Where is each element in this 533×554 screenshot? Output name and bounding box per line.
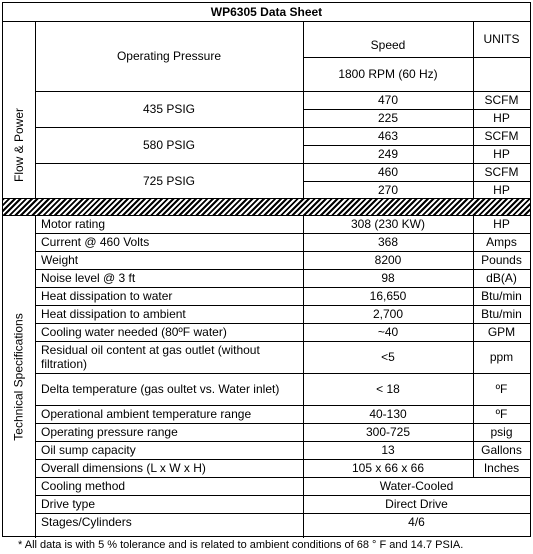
spec-value-cell: 300-725 xyxy=(365,425,411,439)
spec-unit-cell: Amps xyxy=(486,235,517,249)
spec-unit-cell: Btu/min xyxy=(481,289,522,303)
spec-unit-cell: GPM xyxy=(487,325,516,339)
sheet-title: WP6305 Data Sheet xyxy=(210,5,323,19)
spec-unit-cell: ºF xyxy=(495,382,508,396)
footnote: * All data is with 5 % tolerance and is related to ambient conditions of 68 ° F and 14.7 PSIA. xyxy=(18,539,464,551)
row-divider xyxy=(35,91,530,92)
spec-value-cell: 308 (230 KW) xyxy=(350,217,426,231)
spec-label-cell: Stages/Cylinders xyxy=(41,515,132,529)
hatched-separator xyxy=(3,198,530,215)
pressure-cell: 580 PSIG xyxy=(142,138,196,152)
row-divider xyxy=(35,373,530,374)
row-divider xyxy=(35,513,530,514)
spec-value-cell: 4/6 xyxy=(408,515,425,529)
column-divider xyxy=(473,305,474,323)
power-unit-cell: HP xyxy=(493,183,510,197)
row-divider xyxy=(3,21,530,22)
spec-label-cell: Cooling method xyxy=(41,479,126,493)
technical-specifications-section-label: Technical Specifications xyxy=(12,312,26,441)
column-divider xyxy=(473,323,474,341)
row-divider xyxy=(35,127,530,128)
row-divider xyxy=(35,405,530,406)
column-divider xyxy=(35,21,36,198)
power-value-cell: 225 xyxy=(377,111,399,125)
spec-label-cell: Residual oil content at gas outlet (without filtration) xyxy=(41,343,260,371)
spec-value-cell: 16,650 xyxy=(369,289,407,303)
spec-label-cell: Heat dissipation to ambient xyxy=(41,307,186,321)
spec-label-cell: Overall dimensions (L x W x H) xyxy=(41,461,206,475)
column-divider xyxy=(303,215,304,538)
column-divider xyxy=(303,21,304,198)
row-divider xyxy=(3,198,530,199)
column-divider xyxy=(473,423,474,441)
row-divider xyxy=(35,163,530,164)
spec-label-cell: Cooling water needed (80ºF water) xyxy=(41,325,227,339)
row-divider xyxy=(35,495,530,496)
spec-unit-cell: ppm xyxy=(489,350,514,364)
column-divider xyxy=(473,269,474,287)
spec-unit-cell: HP xyxy=(493,217,510,231)
data-sheet-table xyxy=(2,2,531,537)
spec-label-cell: Delta temperature (gas oultet vs. Water inlet) xyxy=(41,382,280,396)
spec-label-cell: Noise level @ 3 ft xyxy=(41,271,136,285)
pressure-cell: 725 PSIG xyxy=(142,174,196,188)
spec-value-cell: 98 xyxy=(381,271,395,285)
power-unit-cell: HP xyxy=(493,111,510,125)
column-divider xyxy=(473,373,474,405)
column-divider xyxy=(473,459,474,477)
column-divider xyxy=(473,233,474,251)
spec-unit-cell: ºF xyxy=(495,407,508,421)
column-divider xyxy=(35,215,36,538)
spec-value-cell: <5 xyxy=(381,350,395,364)
flow-unit-cell: SCFM xyxy=(484,165,519,179)
flow-unit-cell: SCFM xyxy=(484,129,519,143)
row-divider xyxy=(35,441,530,442)
flow-value-cell: 470 xyxy=(377,93,399,107)
spec-value-cell: 368 xyxy=(377,235,399,249)
row-divider xyxy=(35,251,530,252)
power-value-cell: 270 xyxy=(377,183,399,197)
spec-unit-cell: dB(A) xyxy=(486,271,517,285)
spec-value-cell: 8200 xyxy=(374,253,402,267)
row-divider xyxy=(35,423,530,424)
spec-label-cell: Weight xyxy=(41,253,79,267)
spec-unit-cell: Inches xyxy=(483,461,520,475)
row-divider xyxy=(303,57,530,58)
spec-value-cell: 40-130 xyxy=(369,407,407,421)
spec-value-cell: 2,700 xyxy=(372,307,404,321)
spec-unit-cell: Pounds xyxy=(481,253,522,267)
spec-value-cell: Water-Cooled xyxy=(379,479,454,493)
spec-unit-cell: Gallons xyxy=(481,443,522,457)
pressure-cell: 435 PSIG xyxy=(142,102,196,116)
spec-value-cell: ~40 xyxy=(377,325,399,339)
units-header: UNITS xyxy=(483,32,520,46)
power-value-cell: 249 xyxy=(377,147,399,161)
power-unit-cell: HP xyxy=(493,147,510,161)
flow-unit-cell: SCFM xyxy=(484,93,519,107)
row-divider xyxy=(35,477,530,478)
row-divider xyxy=(35,305,530,306)
spec-label-cell: Heat dissipation to water xyxy=(41,289,173,303)
row-divider xyxy=(35,323,530,324)
column-divider xyxy=(473,21,474,198)
flow-value-cell: 460 xyxy=(377,165,399,179)
spec-value-cell: 13 xyxy=(381,443,395,457)
row-divider xyxy=(35,233,530,234)
column-divider xyxy=(473,251,474,269)
speed-header: Speed xyxy=(370,38,406,52)
row-divider xyxy=(35,341,530,342)
row-divider xyxy=(303,145,530,146)
spec-value-cell: Direct Drive xyxy=(385,497,448,511)
column-divider xyxy=(473,215,474,233)
row-divider xyxy=(303,109,530,110)
spec-label-cell: Drive type xyxy=(41,497,96,511)
flow-power-section-label: Flow & Power xyxy=(12,107,26,182)
column-divider xyxy=(473,287,474,305)
column-divider xyxy=(473,441,474,459)
spec-label-cell: Operating pressure range xyxy=(41,425,178,439)
spec-unit-cell: psig xyxy=(490,425,513,439)
spec-label-cell: Motor rating xyxy=(41,217,106,231)
spec-unit-cell: Btu/min xyxy=(481,307,522,321)
row-divider xyxy=(35,269,530,270)
spec-label-cell: Oil sump capacity xyxy=(41,443,136,457)
column-divider xyxy=(473,405,474,423)
spec-value-cell: 105 x 66 x 66 xyxy=(351,461,425,475)
rpm-header: 1800 RPM (60 Hz) xyxy=(338,67,438,81)
row-divider xyxy=(35,459,530,460)
flow-value-cell: 463 xyxy=(377,129,399,143)
spec-label-cell: Current @ 460 Volts xyxy=(41,235,150,249)
operating-pressure-header: Operating Pressure xyxy=(116,49,222,63)
column-divider xyxy=(473,341,474,373)
row-divider xyxy=(3,215,530,216)
row-divider xyxy=(303,181,530,182)
spec-value-cell: < 18 xyxy=(376,382,400,396)
spec-label-cell: Operational ambient temperature range xyxy=(41,407,252,421)
row-divider xyxy=(35,287,530,288)
